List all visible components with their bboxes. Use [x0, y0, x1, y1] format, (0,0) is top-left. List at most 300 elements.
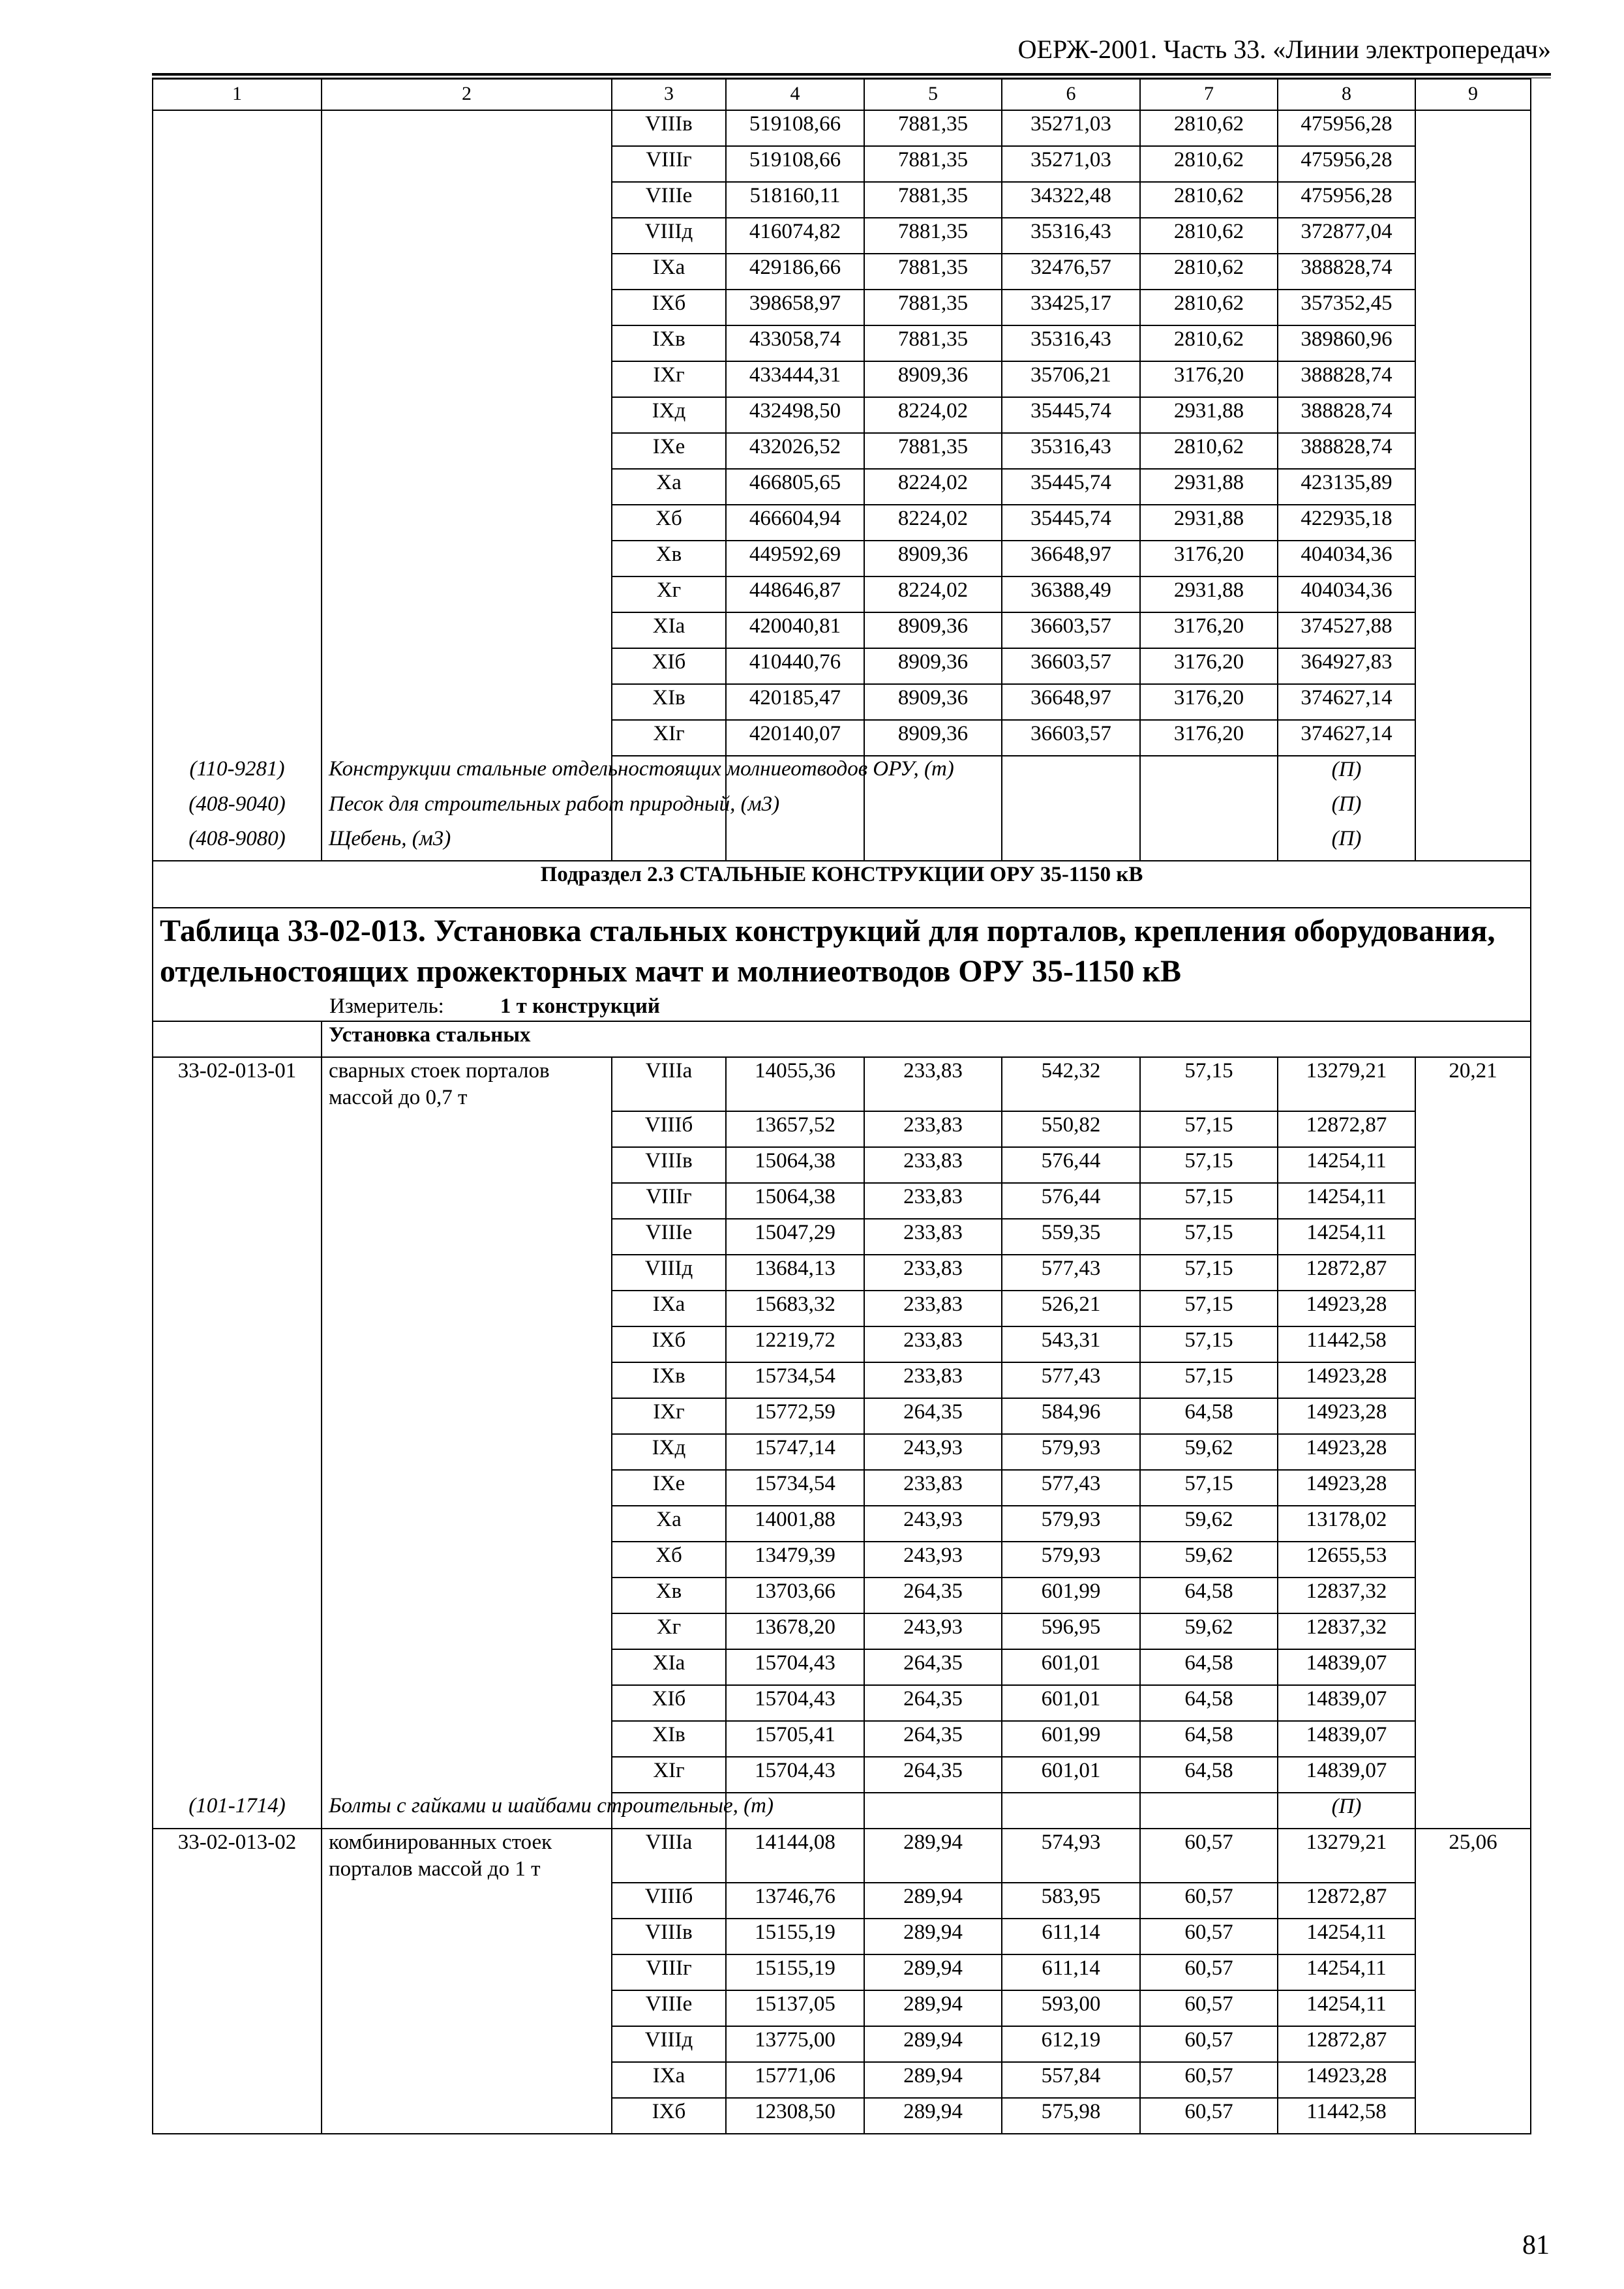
- empty-cell: [1415, 1793, 1531, 1829]
- value-cell: 64,58: [1140, 1578, 1278, 1613]
- value-cell: 8909,36: [864, 541, 1002, 576]
- empty-cell: [1415, 1990, 1531, 2026]
- region-zone: VIIIа: [612, 1057, 726, 1111]
- value-cell: 8224,02: [864, 469, 1002, 505]
- value-cell: 475956,28: [1278, 110, 1415, 146]
- table-row: [153, 1685, 1531, 1721]
- empty-cell: [1002, 1793, 1140, 1829]
- value-cell: 429186,66: [726, 254, 864, 290]
- empty-cell: [322, 1326, 612, 1362]
- table-row: [153, 541, 1531, 576]
- table-row: [153, 218, 1531, 254]
- region-zone: IXг: [612, 361, 726, 397]
- value-cell: 3176,20: [1140, 612, 1278, 648]
- empty-cell: [1140, 756, 1278, 791]
- empty-cell: [322, 2026, 612, 2062]
- material-name: Конструкции стальные отдельностоящих молниеотводов ОРУ, (т): [322, 756, 612, 791]
- value-cell: 233,83: [864, 1057, 1002, 1111]
- column-number: 3: [612, 79, 726, 110]
- value-cell: 8909,36: [864, 648, 1002, 684]
- empty-cell: [1415, 1578, 1531, 1613]
- value-cell: 64,58: [1140, 1721, 1278, 1757]
- value-cell: 289,94: [864, 2026, 1002, 2062]
- value-cell: 64,58: [1140, 1757, 1278, 1793]
- region-zone: IXа: [612, 1291, 726, 1326]
- column-number: 8: [1278, 79, 1415, 110]
- region-zone: VIIIе: [612, 182, 726, 218]
- value-cell: 57,15: [1140, 1183, 1278, 1219]
- value-cell: 7881,35: [864, 146, 1002, 182]
- value-cell: 60,57: [1140, 1990, 1278, 2026]
- value-cell: 576,44: [1002, 1183, 1140, 1219]
- material-mark: (П): [1278, 791, 1415, 826]
- region-zone: Xа: [612, 469, 726, 505]
- value-cell: 2810,62: [1140, 182, 1278, 218]
- value-cell: 35445,74: [1002, 397, 1140, 433]
- empty-cell: [1415, 1883, 1531, 1919]
- table-row: [153, 1147, 1531, 1183]
- empty-cell: [153, 1219, 322, 1255]
- value-cell: 372877,04: [1278, 218, 1415, 254]
- value-cell: 612,19: [1002, 2026, 1140, 2062]
- empty-cell: [153, 469, 322, 505]
- value-cell: 388828,74: [1278, 397, 1415, 433]
- empty-cell: [1415, 612, 1531, 648]
- empty-cell: [153, 1111, 322, 1147]
- value-cell: 601,01: [1002, 1649, 1140, 1685]
- value-cell: 8224,02: [864, 576, 1002, 612]
- table-row: [153, 1111, 1531, 1147]
- empty-cell: [1415, 325, 1531, 361]
- table-row: [153, 684, 1531, 720]
- value-cell: 35271,03: [1002, 146, 1140, 182]
- table-row: [153, 469, 1531, 505]
- empty-cell: [322, 505, 612, 541]
- column-number: 9: [1415, 79, 1531, 110]
- value-cell: 8909,36: [864, 612, 1002, 648]
- empty-cell: [153, 1147, 322, 1183]
- region-zone: VIIIв: [612, 110, 726, 146]
- empty-cell: [322, 1255, 612, 1291]
- empty-cell: [1415, 469, 1531, 505]
- value-cell: 2810,62: [1140, 110, 1278, 146]
- value-cell: 15064,38: [726, 1147, 864, 1183]
- value-cell: 542,32: [1002, 1057, 1140, 1111]
- region-zone: IXа: [612, 2062, 726, 2098]
- value-cell: 8224,02: [864, 505, 1002, 541]
- value-cell: 374527,88: [1278, 612, 1415, 648]
- value-cell: 57,15: [1140, 1111, 1278, 1147]
- value-cell: 264,35: [864, 1398, 1002, 1434]
- empty-cell: [153, 397, 322, 433]
- region-zone: VIIIд: [612, 2026, 726, 2062]
- column-number: 6: [1002, 79, 1140, 110]
- value-cell: 14144,08: [726, 1829, 864, 1883]
- table-row: [153, 1954, 1531, 1990]
- material-mark: (П): [1278, 1793, 1415, 1829]
- table-row: [153, 1326, 1531, 1362]
- empty-cell: [153, 1291, 322, 1326]
- empty-cell: [1415, 1613, 1531, 1649]
- table-row: [153, 2026, 1531, 2062]
- value-cell: 36603,57: [1002, 612, 1140, 648]
- value-cell: 14254,11: [1278, 1183, 1415, 1219]
- empty-cell: [1415, 720, 1531, 756]
- value-cell: 289,94: [864, 2098, 1002, 2134]
- empty-cell: [322, 1613, 612, 1649]
- value-cell: 7881,35: [864, 433, 1002, 469]
- value-cell: 36648,97: [1002, 541, 1140, 576]
- value-cell: 14923,28: [1278, 1398, 1415, 1434]
- empty-cell: [1415, 826, 1531, 861]
- empty-cell: [153, 505, 322, 541]
- value-cell: 289,94: [864, 1829, 1002, 1883]
- value-cell: 12837,32: [1278, 1578, 1415, 1613]
- value-cell: 475956,28: [1278, 146, 1415, 182]
- value-cell: 60,57: [1140, 1829, 1278, 1883]
- value-cell: 388828,74: [1278, 254, 1415, 290]
- value-cell: 14839,07: [1278, 1685, 1415, 1721]
- value-cell: 57,15: [1140, 1057, 1278, 1111]
- value-cell: 518160,11: [726, 182, 864, 218]
- empty-cell: [153, 2098, 322, 2134]
- empty-cell: [1415, 791, 1531, 826]
- table-row: [153, 1829, 1531, 1883]
- value-cell: 289,94: [864, 1954, 1002, 1990]
- value-cell: 519108,66: [726, 110, 864, 146]
- material-row: [153, 1793, 1531, 1829]
- empty-cell: [322, 1649, 612, 1685]
- empty-cell: [864, 791, 1002, 826]
- empty-cell: [153, 576, 322, 612]
- value-cell: 14923,28: [1278, 1434, 1415, 1470]
- empty-cell: [322, 1111, 612, 1147]
- value-cell: 12308,50: [726, 2098, 864, 2134]
- value-cell: 233,83: [864, 1111, 1002, 1147]
- empty-cell: [153, 1470, 322, 1506]
- value-cell: 15734,54: [726, 1362, 864, 1398]
- table-row: [153, 1183, 1531, 1219]
- value-cell: 3176,20: [1140, 648, 1278, 684]
- empty-cell: [322, 110, 612, 146]
- value-cell: 60,57: [1140, 1954, 1278, 1990]
- value-cell: 15704,43: [726, 1649, 864, 1685]
- empty-cell: [864, 1793, 1002, 1829]
- value-cell: 601,99: [1002, 1578, 1140, 1613]
- table-row: [153, 182, 1531, 218]
- value-cell: 593,00: [1002, 1990, 1140, 2026]
- empty-cell: [322, 1721, 612, 1757]
- table-row: [153, 1255, 1531, 1291]
- table-row: [153, 1613, 1531, 1649]
- empty-cell: [1415, 1362, 1531, 1398]
- value-cell: 466805,65: [726, 469, 864, 505]
- table-row: [153, 1542, 1531, 1578]
- value-cell: 13684,13: [726, 1255, 864, 1291]
- value-cell: 2810,62: [1140, 218, 1278, 254]
- empty-cell: [322, 2098, 612, 2134]
- value-cell: 433444,31: [726, 361, 864, 397]
- value-cell: 59,62: [1140, 1613, 1278, 1649]
- table-row: [153, 361, 1531, 397]
- value-cell: 35706,21: [1002, 361, 1140, 397]
- empty-cell: [153, 1506, 322, 1542]
- empty-cell: [153, 1578, 322, 1613]
- value-cell: 557,84: [1002, 2062, 1140, 2098]
- empty-cell: [1415, 218, 1531, 254]
- value-cell: 14923,28: [1278, 1362, 1415, 1398]
- table-row: [153, 254, 1531, 290]
- empty-cell: [153, 1685, 322, 1721]
- empty-cell: [322, 1219, 612, 1255]
- item-col9: 25,06: [1415, 1829, 1531, 1883]
- value-cell: 12655,53: [1278, 1542, 1415, 1578]
- material-name: Песок для строительных работ природный, (м3): [322, 791, 612, 826]
- value-cell: 36603,57: [1002, 648, 1140, 684]
- empty-cell: [322, 612, 612, 648]
- region-zone: VIIIг: [612, 146, 726, 182]
- value-cell: 13657,52: [726, 1111, 864, 1147]
- empty-cell: [153, 1721, 322, 1757]
- value-cell: 15704,43: [726, 1685, 864, 1721]
- value-cell: 416074,82: [726, 218, 864, 254]
- empty-cell: [1415, 1111, 1531, 1147]
- table-row: [153, 720, 1531, 756]
- empty-cell: [322, 290, 612, 325]
- value-cell: 289,94: [864, 1919, 1002, 1954]
- empty-cell: [153, 1542, 322, 1578]
- value-cell: 13746,76: [726, 1883, 864, 1919]
- value-cell: 12837,32: [1278, 1613, 1415, 1649]
- value-cell: 35271,03: [1002, 110, 1140, 146]
- value-cell: 8909,36: [864, 361, 1002, 397]
- empty-cell: [1415, 648, 1531, 684]
- value-cell: 233,83: [864, 1147, 1002, 1183]
- table-row: [153, 1721, 1531, 1757]
- region-zone: Xв: [612, 1578, 726, 1613]
- region-zone: IXб: [612, 290, 726, 325]
- empty-cell: [322, 254, 612, 290]
- value-cell: 374627,14: [1278, 684, 1415, 720]
- value-cell: 12872,87: [1278, 2026, 1415, 2062]
- value-cell: 574,93: [1002, 1829, 1140, 1883]
- region-zone: Xг: [612, 1613, 726, 1649]
- empty-cell: [322, 648, 612, 684]
- value-cell: 15064,38: [726, 1183, 864, 1219]
- table-row: [153, 325, 1531, 361]
- value-cell: 2810,62: [1140, 254, 1278, 290]
- table-row: [153, 1506, 1531, 1542]
- empty-cell: [153, 1021, 322, 1057]
- value-cell: 289,94: [864, 1990, 1002, 2026]
- empty-cell: [153, 1649, 322, 1685]
- value-cell: 15747,14: [726, 1434, 864, 1470]
- empty-cell: [153, 1883, 322, 1919]
- value-cell: 449592,69: [726, 541, 864, 576]
- table-row: [153, 397, 1531, 433]
- empty-cell: [1415, 756, 1531, 791]
- empty-cell: [153, 1434, 322, 1470]
- item-code: 33-02-013-02: [153, 1829, 322, 1883]
- empty-cell: [1415, 1919, 1531, 1954]
- table-row: [153, 1649, 1531, 1685]
- region-zone: XIг: [612, 1757, 726, 1793]
- empty-cell: [1415, 2098, 1531, 2134]
- value-cell: 433058,74: [726, 325, 864, 361]
- table-row: [153, 612, 1531, 648]
- value-cell: 432026,52: [726, 433, 864, 469]
- value-cell: 233,83: [864, 1219, 1002, 1255]
- value-cell: 57,15: [1140, 1255, 1278, 1291]
- value-cell: 12872,87: [1278, 1255, 1415, 1291]
- value-cell: 519108,66: [726, 146, 864, 182]
- value-cell: 404034,36: [1278, 541, 1415, 576]
- value-cell: 2810,62: [1140, 433, 1278, 469]
- value-cell: 466604,94: [726, 505, 864, 541]
- value-cell: 12872,87: [1278, 1883, 1415, 1919]
- empty-cell: [1415, 2026, 1531, 2062]
- region-zone: VIIIв: [612, 1147, 726, 1183]
- empty-cell: [1415, 1183, 1531, 1219]
- empty-cell: [322, 146, 612, 182]
- value-cell: 243,93: [864, 1434, 1002, 1470]
- value-cell: 7881,35: [864, 218, 1002, 254]
- empty-cell: [322, 720, 612, 756]
- empty-cell: [322, 576, 612, 612]
- empty-cell: [322, 469, 612, 505]
- region-zone: VIIIе: [612, 1219, 726, 1255]
- empty-cell: [1415, 1434, 1531, 1470]
- value-cell: 243,93: [864, 1542, 1002, 1578]
- empty-cell: [1415, 1219, 1531, 1255]
- item-col9: 20,21: [1415, 1057, 1531, 1111]
- value-cell: 550,82: [1002, 1111, 1140, 1147]
- table-row: [153, 1434, 1531, 1470]
- empty-cell: [1415, 684, 1531, 720]
- empty-cell: [322, 2062, 612, 2098]
- value-cell: 264,35: [864, 1757, 1002, 1793]
- value-cell: 35316,43: [1002, 433, 1140, 469]
- region-zone: VIIIб: [612, 1111, 726, 1147]
- material-row: [153, 756, 1531, 791]
- empty-cell: [322, 1883, 612, 1919]
- value-cell: 15155,19: [726, 1954, 864, 1990]
- value-cell: 11442,58: [1278, 1326, 1415, 1362]
- region-zone: XIв: [612, 1721, 726, 1757]
- table-row: [153, 1057, 1531, 1111]
- empty-cell: [153, 290, 322, 325]
- value-cell: 14254,11: [1278, 1219, 1415, 1255]
- value-cell: 2810,62: [1140, 325, 1278, 361]
- value-cell: 36603,57: [1002, 720, 1140, 756]
- value-cell: 15771,06: [726, 2062, 864, 2098]
- value-cell: 14839,07: [1278, 1721, 1415, 1757]
- value-cell: 2810,62: [1140, 146, 1278, 182]
- value-cell: 526,21: [1002, 1291, 1140, 1326]
- region-zone: XIа: [612, 612, 726, 648]
- value-cell: 57,15: [1140, 1291, 1278, 1326]
- empty-cell: [153, 1613, 322, 1649]
- empty-cell: [322, 1578, 612, 1613]
- column-number: 7: [1140, 79, 1278, 110]
- material-mark: (П): [1278, 756, 1415, 791]
- value-cell: 57,15: [1140, 1470, 1278, 1506]
- item-code: 33-02-013-01: [153, 1057, 322, 1111]
- empty-cell: [1002, 756, 1140, 791]
- empty-cell: [1415, 576, 1531, 612]
- empty-cell: [322, 1506, 612, 1542]
- value-cell: 543,31: [1002, 1326, 1140, 1362]
- value-cell: 364927,83: [1278, 648, 1415, 684]
- empty-cell: [1415, 1685, 1531, 1721]
- empty-cell: [1415, 397, 1531, 433]
- value-cell: 14055,36: [726, 1057, 864, 1111]
- value-cell: 575,98: [1002, 2098, 1140, 2134]
- table-title-cell: [153, 908, 1531, 1021]
- empty-cell: [322, 1183, 612, 1219]
- value-cell: 601,01: [1002, 1757, 1140, 1793]
- table-row: [153, 576, 1531, 612]
- material-code: (408-9040): [153, 791, 322, 826]
- region-zone: VIIIд: [612, 218, 726, 254]
- empty-cell: [1415, 1721, 1531, 1757]
- value-cell: 60,57: [1140, 1919, 1278, 1954]
- value-cell: 14254,11: [1278, 1147, 1415, 1183]
- value-cell: 264,35: [864, 1685, 1002, 1721]
- empty-cell: [153, 1990, 322, 2026]
- empty-cell: [153, 325, 322, 361]
- value-cell: 12219,72: [726, 1326, 864, 1362]
- value-cell: 611,14: [1002, 1919, 1140, 1954]
- value-cell: 8909,36: [864, 684, 1002, 720]
- empty-cell: [322, 1147, 612, 1183]
- value-cell: 13479,39: [726, 1542, 864, 1578]
- rates-table: [152, 78, 1531, 2134]
- value-cell: 35316,43: [1002, 218, 1140, 254]
- value-cell: 59,62: [1140, 1542, 1278, 1578]
- value-cell: 233,83: [864, 1470, 1002, 1506]
- value-cell: 577,43: [1002, 1362, 1140, 1398]
- value-cell: 13279,21: [1278, 1829, 1415, 1883]
- region-zone: VIIIа: [612, 1829, 726, 1883]
- empty-cell: [1002, 826, 1140, 861]
- region-zone: IXг: [612, 1398, 726, 1434]
- value-cell: 3176,20: [1140, 361, 1278, 397]
- empty-cell: [153, 2062, 322, 2098]
- empty-cell: [153, 1919, 322, 1954]
- table-row: [153, 1578, 1531, 1613]
- empty-cell: [1415, 1757, 1531, 1793]
- value-cell: 57,15: [1140, 1147, 1278, 1183]
- value-cell: 13703,66: [726, 1578, 864, 1613]
- column-number-row: [153, 79, 1531, 110]
- value-cell: 2810,62: [1140, 290, 1278, 325]
- value-cell: 35445,74: [1002, 505, 1140, 541]
- empty-cell: [322, 433, 612, 469]
- empty-cell: [153, 1183, 322, 1219]
- header-rule: [152, 73, 1551, 76]
- empty-cell: [1415, 1649, 1531, 1685]
- value-cell: 559,35: [1002, 1219, 1140, 1255]
- value-cell: 12872,87: [1278, 1111, 1415, 1147]
- material-row: [153, 826, 1531, 861]
- table-row: [153, 2062, 1531, 2098]
- value-cell: 14254,11: [1278, 1954, 1415, 1990]
- page-number: 81: [1522, 2230, 1550, 2260]
- value-cell: 34322,48: [1002, 182, 1140, 218]
- empty-cell: [153, 110, 322, 146]
- value-cell: 420140,07: [726, 720, 864, 756]
